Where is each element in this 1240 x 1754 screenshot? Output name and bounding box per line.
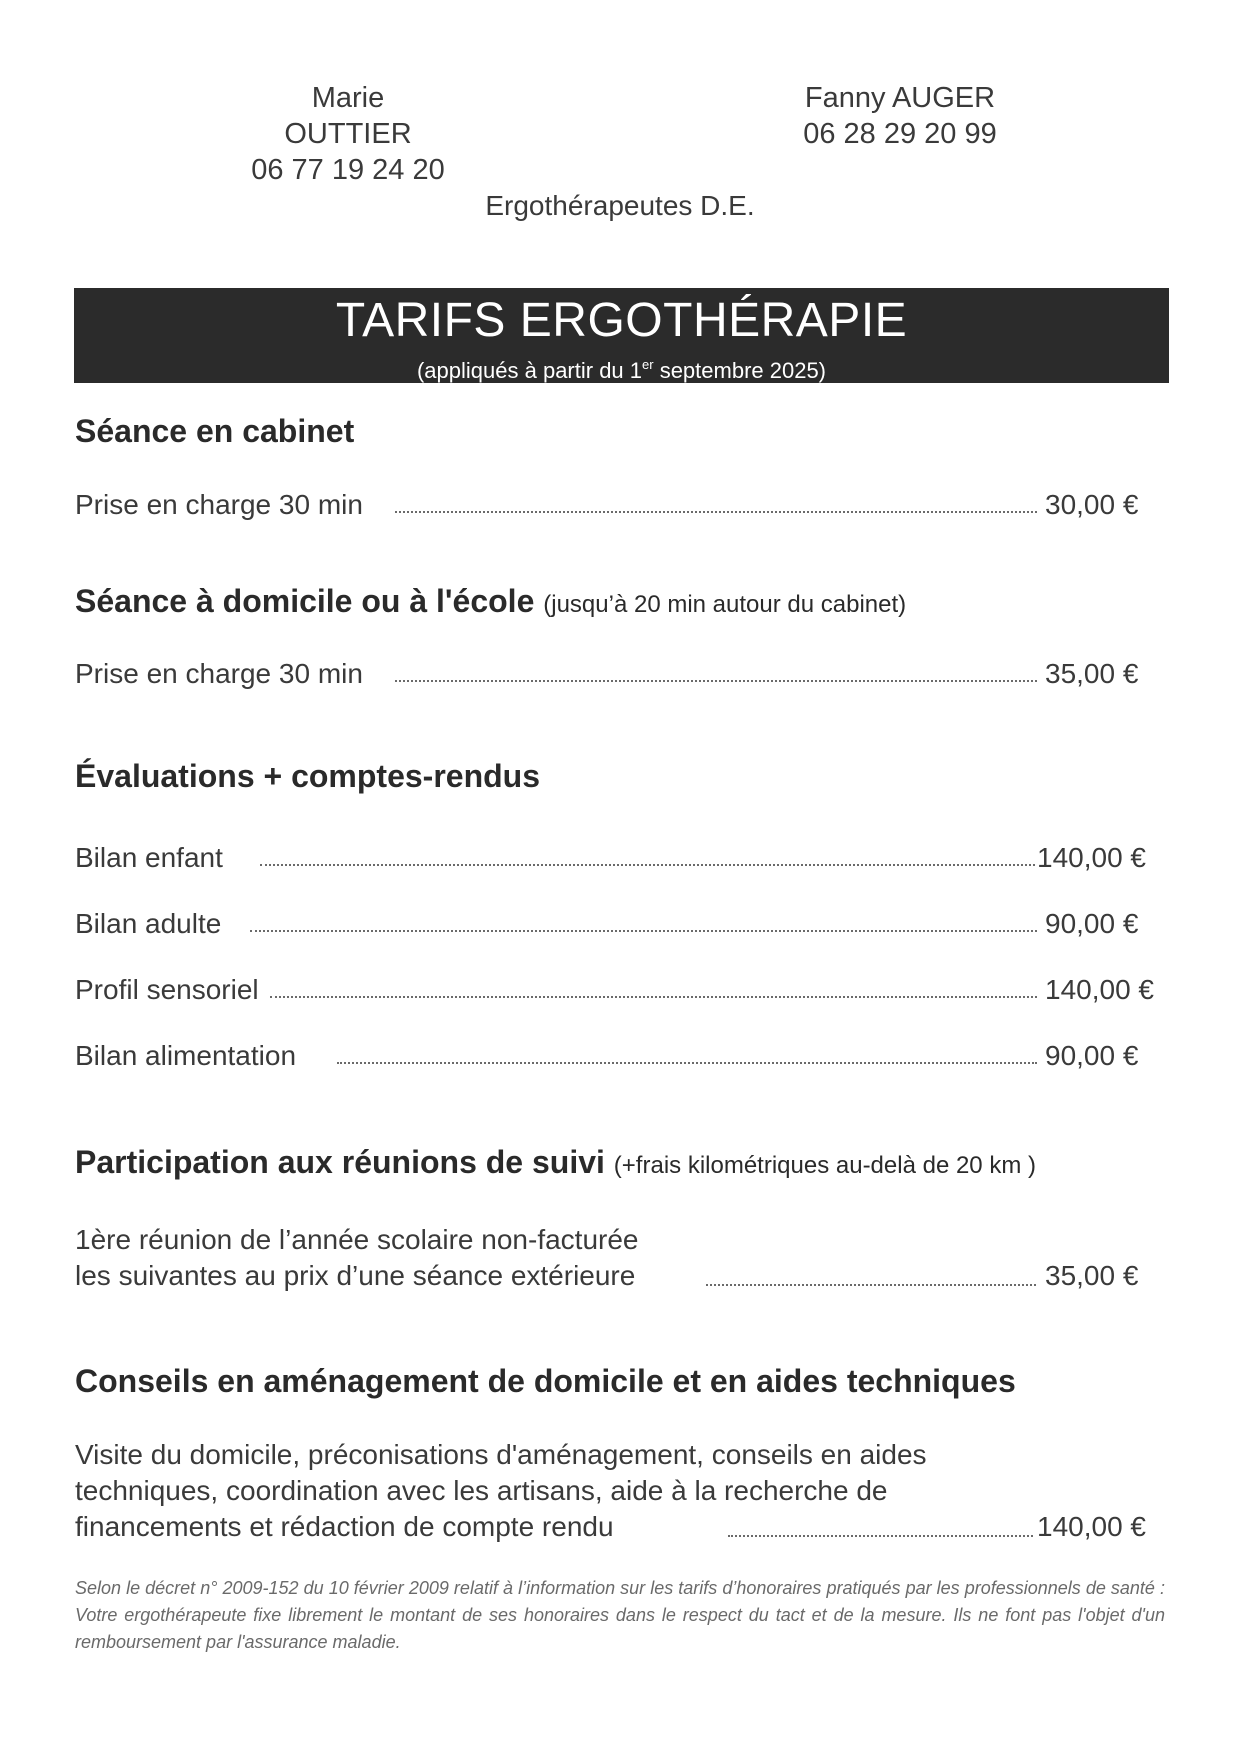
page-title: TARIFS ERGOTHÉRAPIE bbox=[335, 294, 908, 347]
section-title: Séance en cabinet bbox=[75, 413, 355, 449]
dot-leader bbox=[395, 680, 1037, 682]
subtitle-text: septembre 2025) bbox=[653, 358, 827, 383]
dot-leader bbox=[706, 1284, 1036, 1286]
price-value: 90,00 € bbox=[1045, 908, 1139, 939]
dot-leader bbox=[260, 864, 1035, 866]
price-label: Profil sensoriel bbox=[75, 974, 259, 1005]
section-heading-reunions bbox=[75, 1144, 1036, 1181]
price-row bbox=[75, 654, 1165, 694]
section-heading-evaluations bbox=[75, 758, 540, 795]
text-line: Visite du domicile, préconisations d'aménagement, conseils en aides bbox=[75, 1439, 927, 1470]
price-value: 30,00 € bbox=[1045, 489, 1139, 520]
section-note: (+frais kilométriques au-delà de 20 km ) bbox=[613, 1152, 1036, 1179]
section-title: Évaluations + comptes-rendus bbox=[75, 758, 541, 794]
contact-phone: 06 28 29 20 99 bbox=[803, 118, 997, 150]
dot-leader bbox=[270, 996, 1037, 998]
subtitle-text: (appliqués à partir du 1 bbox=[416, 358, 643, 383]
section-title: Conseils en aménagement de domicile et en aides techniques bbox=[75, 1363, 1016, 1399]
text-line: financements et rédaction de compte rendu bbox=[75, 1511, 614, 1542]
subtitle-superscript: er bbox=[642, 357, 654, 372]
conseils-text bbox=[75, 1437, 927, 1545]
price-row bbox=[75, 1036, 1165, 1076]
dot-leader bbox=[337, 1062, 1037, 1064]
section-title: Séance à domicile ou à l'école bbox=[75, 583, 535, 619]
price-label: Bilan adulte bbox=[75, 908, 222, 939]
contact-block bbox=[248, 80, 448, 188]
text-line: les suivantes au prix d’une séance extérieure bbox=[75, 1260, 636, 1291]
contact-block bbox=[780, 80, 1020, 152]
price-row bbox=[75, 485, 1165, 525]
price-label: Bilan alimentation bbox=[75, 1040, 297, 1071]
price-value: 140,00 € bbox=[1045, 974, 1154, 1005]
section-heading-domicile bbox=[75, 583, 906, 620]
contact-name: Marie OUTTIER bbox=[284, 82, 412, 150]
price-value: 35,00 € bbox=[1045, 658, 1139, 689]
legal-note: Selon le décret n° 2009-152 du 10 février 2009 relatif à l’information sur les tarifs d’honoraires pratiqués par les professionnels de santé : Votre ergothérapeute fixe librement le montant de ses honoraires dans le respect du tact et de la mesure. Ils ne font pas l'objet d'un remboursement par l'assurance maladie. bbox=[75, 1578, 1165, 1652]
price-value: 90,00 € bbox=[1045, 1040, 1139, 1071]
price-row bbox=[75, 904, 1165, 944]
price-row bbox=[75, 970, 1165, 1010]
profession-title: Ergothérapeutes D.E. bbox=[485, 190, 755, 221]
text-line: techniques, coordination avec les artisans, aide à la recherche de bbox=[75, 1475, 888, 1506]
price-value: 140,00 € bbox=[1037, 1511, 1146, 1542]
title-banner bbox=[74, 288, 1169, 383]
price-label: Prise en charge 30 min bbox=[75, 658, 363, 689]
contact-name: Fanny AUGER bbox=[804, 82, 996, 114]
section-note: (jusqu’à 20 min autour du cabinet) bbox=[543, 591, 907, 618]
price-row bbox=[75, 838, 1165, 878]
dot-leader bbox=[728, 1535, 1033, 1537]
price-label: Prise en charge 30 min bbox=[75, 489, 363, 520]
page-subtitle bbox=[74, 351, 1169, 385]
reunion-text bbox=[75, 1222, 639, 1294]
price-label: Bilan enfant bbox=[75, 842, 223, 873]
section-heading-conseils bbox=[75, 1363, 1016, 1400]
dot-leader bbox=[395, 511, 1037, 513]
text-line: 1ère réunion de l’année scolaire non-facturée bbox=[75, 1224, 639, 1255]
contact-phone: 06 77 19 24 20 bbox=[251, 154, 445, 186]
dot-leader bbox=[250, 930, 1037, 932]
section-title: Participation aux réunions de suivi bbox=[75, 1144, 605, 1180]
price-value: 140,00 € bbox=[1037, 842, 1146, 873]
section-heading-cabinet bbox=[75, 413, 354, 450]
price-value: 35,00 € bbox=[1045, 1260, 1139, 1291]
